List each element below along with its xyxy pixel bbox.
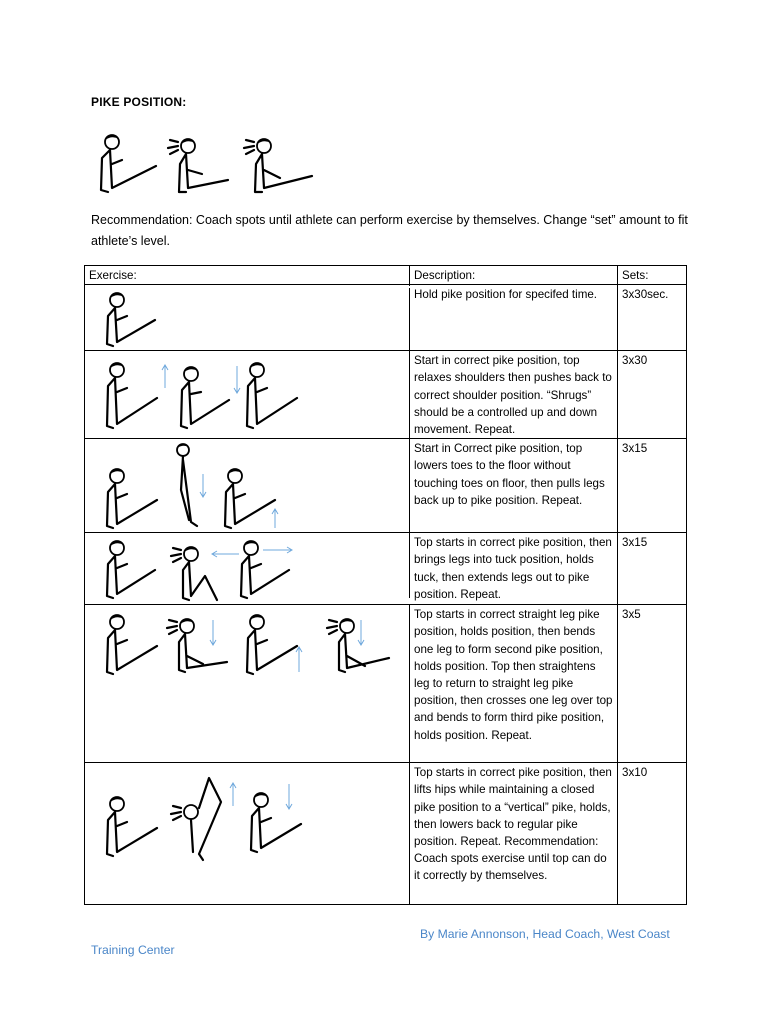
pike-figure-icon bbox=[107, 363, 157, 428]
hero-illustration bbox=[88, 124, 328, 198]
header-sets: Sets: bbox=[618, 266, 687, 285]
sets-cell: 3x15 bbox=[618, 533, 687, 605]
sets-cell: 3x30 bbox=[618, 351, 687, 439]
pike-figure-icon bbox=[247, 363, 297, 428]
table-row bbox=[85, 533, 687, 605]
arrow-icon bbox=[296, 647, 302, 672]
arrow-icon bbox=[286, 784, 292, 809]
tuck-figure-icon bbox=[327, 619, 389, 672]
arrow-icon bbox=[272, 509, 278, 528]
exercise-illustration bbox=[89, 440, 414, 532]
header-description: Description: bbox=[410, 266, 618, 285]
table-header-row bbox=[85, 266, 687, 285]
arrow-icon bbox=[234, 366, 240, 393]
exercise-figure-cell bbox=[85, 285, 410, 351]
arrow-icon bbox=[263, 547, 292, 553]
arrow-icon bbox=[200, 474, 206, 497]
sets-cell: 3x5 bbox=[618, 605, 687, 763]
pike-figure-icon bbox=[247, 615, 297, 674]
arrow-icon bbox=[212, 551, 239, 557]
description-cell: Start in correct pike position, top relaxes shoulders then pushes back to correct shoulder position. “Shrugs” should be a controlled up and down movement. Repeat. bbox=[410, 351, 618, 439]
exercise-illustration bbox=[89, 534, 414, 604]
description-cell: Top starts in correct straight leg pike position, holds position, then bends one leg to form second pike position, holds position. Top then straightens leg to return to straight leg pike position, then crosses one leg over top and bends to form third pike position, holds position. Repeat. bbox=[410, 605, 618, 763]
table-row bbox=[85, 763, 687, 905]
sets-cell: 3x15 bbox=[618, 439, 687, 533]
exercise-figure-cell bbox=[85, 763, 410, 905]
pike-figure-icon bbox=[181, 367, 229, 428]
exercise-figure-cell bbox=[85, 439, 410, 533]
arrow-icon bbox=[162, 365, 168, 388]
pike-figure-icon bbox=[107, 469, 157, 528]
description-cell: Start in Correct pike position, top lowers toes to the floor without touching toes on floor, then pulls legs back up to pike position. Repeat. bbox=[410, 439, 618, 533]
arrow-icon bbox=[210, 620, 216, 645]
pike-figure-icon bbox=[251, 793, 301, 852]
pike-figure-icon bbox=[177, 444, 197, 526]
table-row bbox=[85, 285, 687, 351]
exercise-figure-cell bbox=[85, 533, 410, 605]
header-exercise: Exercise: bbox=[85, 266, 410, 285]
footer-credit-line-2: Training Center bbox=[91, 943, 175, 957]
exercise-illustration bbox=[89, 286, 414, 350]
tuck-figure-icon bbox=[171, 778, 221, 860]
page-heading: PIKE POSITION: bbox=[91, 95, 187, 109]
sets-cell: 3x10 bbox=[618, 763, 687, 905]
tuck-figure-icon bbox=[171, 547, 217, 600]
pike-figure-icon bbox=[107, 797, 157, 856]
exercise-illustration bbox=[89, 606, 414, 762]
tuck-figure-icon bbox=[167, 619, 227, 672]
exercise-illustration bbox=[89, 764, 414, 904]
pike-figure-icon bbox=[168, 139, 228, 192]
table-row bbox=[85, 439, 687, 533]
sets-cell: 3x30sec. bbox=[618, 285, 687, 351]
recommendation-text: Recommendation: Coach spots until athlete can perform exercise by themselves. Change “set” amount to fit athlete’s level. bbox=[91, 213, 688, 248]
exercise-figure-cell bbox=[85, 605, 410, 763]
pike-figure-icon bbox=[107, 293, 155, 346]
pike-figure-icon bbox=[225, 469, 275, 528]
description-cell: Top starts in correct pike position, then brings legs into tuck position, holds tuck, then extends legs out to pike position. Repeat. bbox=[410, 533, 618, 605]
arrow-icon bbox=[358, 620, 364, 645]
arrow-icon bbox=[230, 783, 236, 806]
pike-figure-icon bbox=[107, 615, 157, 674]
pike-figure-icon bbox=[244, 139, 312, 192]
table-row bbox=[85, 605, 687, 763]
exercise-illustration bbox=[89, 352, 414, 438]
exercise-table bbox=[84, 265, 687, 905]
footer-credit-line-1: By Marie Annonson, Head Coach, West Coast bbox=[420, 927, 670, 941]
description-cell: Hold pike position for specifed time. bbox=[410, 285, 618, 351]
exercise-figure-cell bbox=[85, 351, 410, 439]
table-row bbox=[85, 351, 687, 439]
description-cell: Top starts in correct pike position, then lifts hips while maintaining a closed pike position to a “vertical” pike, holds, then lowers back to regular pike position. Repeat. Recommendation: Coach spots exercise until top can do it correctly by themselves. bbox=[410, 763, 618, 905]
pike-figure-icon bbox=[101, 135, 156, 192]
pike-figure-icon bbox=[107, 541, 155, 598]
